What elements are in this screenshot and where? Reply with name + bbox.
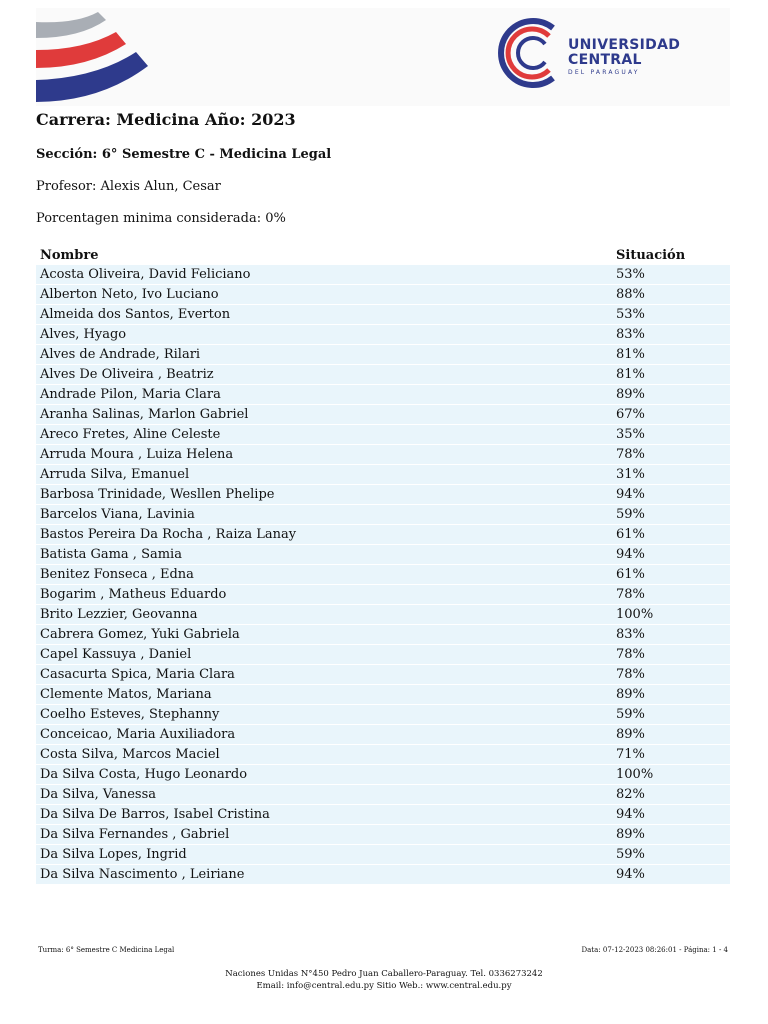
status-percentage-cell: 78% xyxy=(612,665,730,684)
status-percentage-cell: 89% xyxy=(612,685,730,704)
status-percentage-cell: 88% xyxy=(612,285,730,304)
table-row xyxy=(36,405,730,424)
status-percentage-cell: 78% xyxy=(612,645,730,664)
status-percentage-cell: 94% xyxy=(612,865,730,884)
university-logo-text xyxy=(568,38,680,76)
table-row xyxy=(36,685,730,704)
table-row xyxy=(36,725,730,744)
status-percentage-cell: 59% xyxy=(612,705,730,724)
status-percentage-cell: 83% xyxy=(612,325,730,344)
student-name-cell: Arruda Silva, Emanuel xyxy=(36,465,612,484)
status-percentage-cell: 89% xyxy=(612,725,730,744)
student-name-cell: Alves, Hyago xyxy=(36,325,612,344)
student-name-cell: Casacurta Spica, Maria Clara xyxy=(36,665,612,684)
status-percentage-cell: 31% xyxy=(612,465,730,484)
table-row xyxy=(36,545,730,564)
student-name-cell: Andrade Pilon, Maria Clara xyxy=(36,385,612,404)
address-line: Naciones Unidas N°450 Pedro Juan Caballero-Paraguay. Tel. 0336273242 xyxy=(225,969,543,979)
status-percentage-cell: 53% xyxy=(612,305,730,324)
student-name-cell: Aranha Salinas, Marlon Gabriel xyxy=(36,405,612,424)
student-name-cell: Bogarim , Matheus Eduardo xyxy=(36,585,612,604)
table-header-row xyxy=(36,246,730,264)
status-percentage-cell: 83% xyxy=(612,625,730,644)
status-percentage-cell: 94% xyxy=(612,805,730,824)
student-name-cell: Acosta Oliveira, David Feliciano xyxy=(36,265,612,284)
page-title: Carrera: Medicina Año: 2023 xyxy=(36,110,296,129)
status-percentage-cell: 78% xyxy=(612,445,730,464)
table-row xyxy=(36,645,730,664)
student-name-cell: Costa Silva, Marcos Maciel xyxy=(36,745,612,764)
table-row xyxy=(36,625,730,644)
table-row xyxy=(36,445,730,464)
table-row xyxy=(36,345,730,364)
student-name-cell: Alves de Andrade, Rilari xyxy=(36,345,612,364)
contact-line: Email: info@central.edu.py Sitio Web.: www.central.edu.py xyxy=(256,981,512,991)
column-header-name: Nombre xyxy=(40,247,99,263)
status-percentage-cell: 61% xyxy=(612,565,730,584)
status-percentage-cell: 81% xyxy=(612,365,730,384)
student-name-cell: Da Silva Costa, Hugo Leonardo xyxy=(36,765,612,784)
table-row xyxy=(36,325,730,344)
student-name-cell: Alves De Oliveira , Beatriz xyxy=(36,365,612,384)
table-row xyxy=(36,605,730,624)
status-percentage-cell: 81% xyxy=(612,345,730,364)
status-percentage-cell: 78% xyxy=(612,585,730,604)
student-name-cell: Cabrera Gomez, Yuki Gabriela xyxy=(36,625,612,644)
status-percentage-cell: 71% xyxy=(612,745,730,764)
student-name-cell: Brito Lezzier, Geovanna xyxy=(36,605,612,624)
status-percentage-cell: 89% xyxy=(612,825,730,844)
status-percentage-cell: 94% xyxy=(612,545,730,564)
professor-line: Profesor: Alexis Alun, Cesar xyxy=(36,179,221,194)
student-name-cell: Conceicao, Maria Auxiliadora xyxy=(36,725,612,744)
minimum-percentage-line: Porcentagen minima considerada: 0% xyxy=(36,211,286,226)
table-row xyxy=(36,465,730,484)
column-header-status: Situación xyxy=(616,247,686,263)
table-row xyxy=(36,765,730,784)
table-body xyxy=(36,265,730,884)
logo-line-1: UNIVERSIDAD xyxy=(568,37,681,53)
attendance-table xyxy=(36,245,730,885)
table-row xyxy=(36,365,730,384)
student-name-cell: Da Silva, Vanessa xyxy=(36,785,612,804)
student-name-cell: Capel Kassuya , Daniel xyxy=(36,645,612,664)
table-row xyxy=(36,265,730,284)
status-percentage-cell: 100% xyxy=(612,605,730,624)
status-percentage-cell: 35% xyxy=(612,425,730,444)
table-row xyxy=(36,565,730,584)
footer-date-page: Data: 07-12-2023 08:26:01 - Página: 1 - 4 xyxy=(581,946,728,954)
table-row xyxy=(36,865,730,884)
footer-address xyxy=(0,968,768,992)
status-percentage-cell: 89% xyxy=(612,385,730,404)
student-name-cell: Barcelos Viana, Lavinia xyxy=(36,505,612,524)
status-percentage-cell: 61% xyxy=(612,525,730,544)
status-percentage-cell: 94% xyxy=(612,485,730,504)
page-header xyxy=(36,8,730,106)
table-row xyxy=(36,425,730,444)
table-row xyxy=(36,785,730,804)
section-heading: Sección: 6° Semestre C - Medicina Legal xyxy=(36,147,332,162)
status-percentage-cell: 53% xyxy=(612,265,730,284)
logo-line-2: CENTRAL xyxy=(568,52,642,68)
table-row xyxy=(36,385,730,404)
student-name-cell: Alberton Neto, Ivo Luciano xyxy=(36,285,612,304)
student-name-cell: Arruda Moura , Luiza Helena xyxy=(36,445,612,464)
table-row xyxy=(36,485,730,504)
status-percentage-cell: 100% xyxy=(612,765,730,784)
flag-stripes-logo xyxy=(36,8,156,106)
table-row xyxy=(36,285,730,304)
table-row xyxy=(36,665,730,684)
student-name-cell: Da Silva Nascimento , Leiriane xyxy=(36,865,612,884)
student-name-cell: Coelho Esteves, Stephanny xyxy=(36,705,612,724)
student-name-cell: Da Silva De Barros, Isabel Cristina xyxy=(36,805,612,824)
student-name-cell: Almeida dos Santos, Everton xyxy=(36,305,612,324)
university-logo-icon xyxy=(491,14,569,92)
status-percentage-cell: 67% xyxy=(612,405,730,424)
student-name-cell: Da Silva Lopes, Ingrid xyxy=(36,845,612,864)
status-percentage-cell: 59% xyxy=(612,505,730,524)
table-row xyxy=(36,745,730,764)
table-row xyxy=(36,705,730,724)
table-row xyxy=(36,305,730,324)
table-row xyxy=(36,825,730,844)
student-name-cell: Clemente Matos, Mariana xyxy=(36,685,612,704)
student-name-cell: Batista Gama , Samia xyxy=(36,545,612,564)
student-name-cell: Bastos Pereira Da Rocha , Raiza Lanay xyxy=(36,525,612,544)
student-name-cell: Areco Fretes, Aline Celeste xyxy=(36,425,612,444)
student-name-cell: Barbosa Trinidade, Wesllen Phelipe xyxy=(36,485,612,504)
status-percentage-cell: 59% xyxy=(612,845,730,864)
table-row xyxy=(36,585,730,604)
footer-course: Turma: 6° Semestre C Medicina Legal xyxy=(38,946,175,954)
logo-line-3: DEL PARAGUAY xyxy=(568,69,640,76)
table-row xyxy=(36,505,730,524)
status-percentage-cell: 82% xyxy=(612,785,730,804)
table-row xyxy=(36,805,730,824)
student-name-cell: Da Silva Fernandes , Gabriel xyxy=(36,825,612,844)
table-row xyxy=(36,845,730,864)
table-row xyxy=(36,525,730,544)
student-name-cell: Benitez Fonseca , Edna xyxy=(36,565,612,584)
